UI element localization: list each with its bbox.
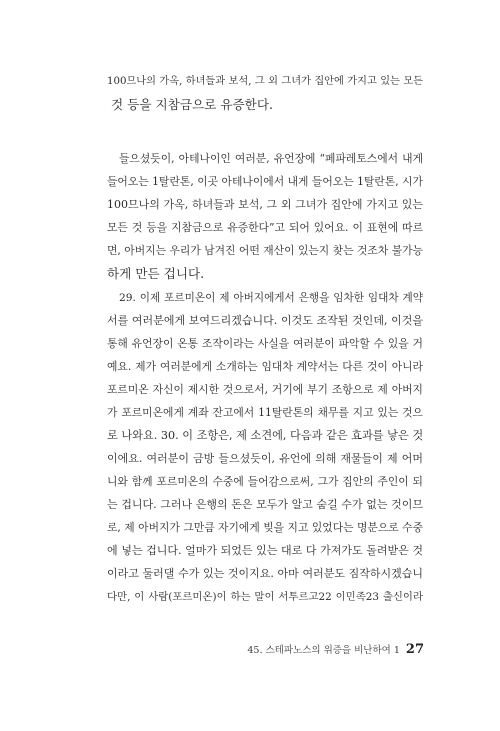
text-line: 가 포르미온에게 계좌 잔고에서 11탈란톤의 채무를 지고 있는 것으	[107, 406, 423, 419]
running-head: 45. 스테파노스의 위증을 비난하여 1	[247, 645, 400, 656]
text-line: 29. 이제 포르미온이 제 아버지에게서 은행을 임차한 임대차 계약	[119, 292, 423, 304]
text-line: 에 넣는 겁니다. 얼마가 되었든 있는 대로 다 가져가도 돌려받은 것	[107, 544, 423, 557]
text-line: 들으셨듯이, 아테나이인 여러분, 유언장에 “페파레토스에서 내게	[119, 152, 423, 165]
text-line: 로 나와요. 30. 이 조항은, 제 소견에, 다음과 같은 효과를 낳은 것	[107, 429, 424, 442]
text-line: 100므나의 가옥, 하녀들과 보석, 그 외 그녀가 집안에 가지고 있는 모든	[107, 76, 423, 87]
text-line: 니와 함께 포르미온의 수중에 들어감으로써, 그가 집안의 주인이 되	[107, 475, 423, 488]
text-line: 는 겁니다. 그러나 은행의 돈은 모두가 알고 숨길 수가 없는 것이므	[107, 498, 423, 511]
paragraph-section-29	[107, 290, 423, 610]
text-line: 예요. 제가 여러분에게 소개하는 임대차 계약서는 다른 것이 아니라	[107, 360, 423, 373]
text-line: 통해 유언장이 온통 조작이라는 사실을 여러분이 파악할 수 있을 거	[107, 337, 423, 350]
text-line: 로, 제 아버지가 그만큼 자기에게 빚을 지고 있었다는 명분으로 수중	[107, 521, 423, 534]
text-line: 이라고 둘러댈 수가 있는 것이지요. 아마 여러분도 짐작하시겠습니	[107, 567, 423, 580]
text-line: 이에요. 여러분이 금방 들으셨듯이, 유언에 의해 재물들이 제 어머	[107, 452, 423, 465]
text-line: 100므나의 가옥, 하녀들과 보석, 그 외 그녀가 집안에 가지고 있는	[107, 198, 423, 211]
text-line: 하게 만든 겁니다.	[107, 266, 205, 281]
text-line: 다만, 이 사람(포르미온)이 하는 말이 서투르고22 이민족23 출신이라	[107, 591, 423, 603]
paragraph-testament	[107, 151, 423, 281]
text-line: 서를 여러분에게 보여드리겠습니다. 이것도 조작된 것인데, 이것을	[107, 314, 423, 327]
text-line: 들어오는 1탈란톤, 이곳 아테나이에서 내게 들어오는 1탈란톤, 시가	[107, 175, 423, 188]
text-line: 것 등을 지참금으로 유증한다.	[111, 97, 273, 112]
text-line: 면, 아버지는 우리가 남겨진 어떤 재산이 있는지 찾는 것조차 불가능	[107, 244, 423, 257]
page-number: 27	[405, 642, 424, 657]
paragraph-continuation	[107, 74, 423, 122]
text-line: 포르미온 자신이 제시한 것으로서, 거기에 부기 조항으로 제 아버지	[107, 383, 423, 396]
text-line: 모든 것 등을 지참금으로 유증한다”고 되어 있어요. 이 표현에 따르	[107, 221, 423, 234]
page-footer	[107, 641, 424, 659]
